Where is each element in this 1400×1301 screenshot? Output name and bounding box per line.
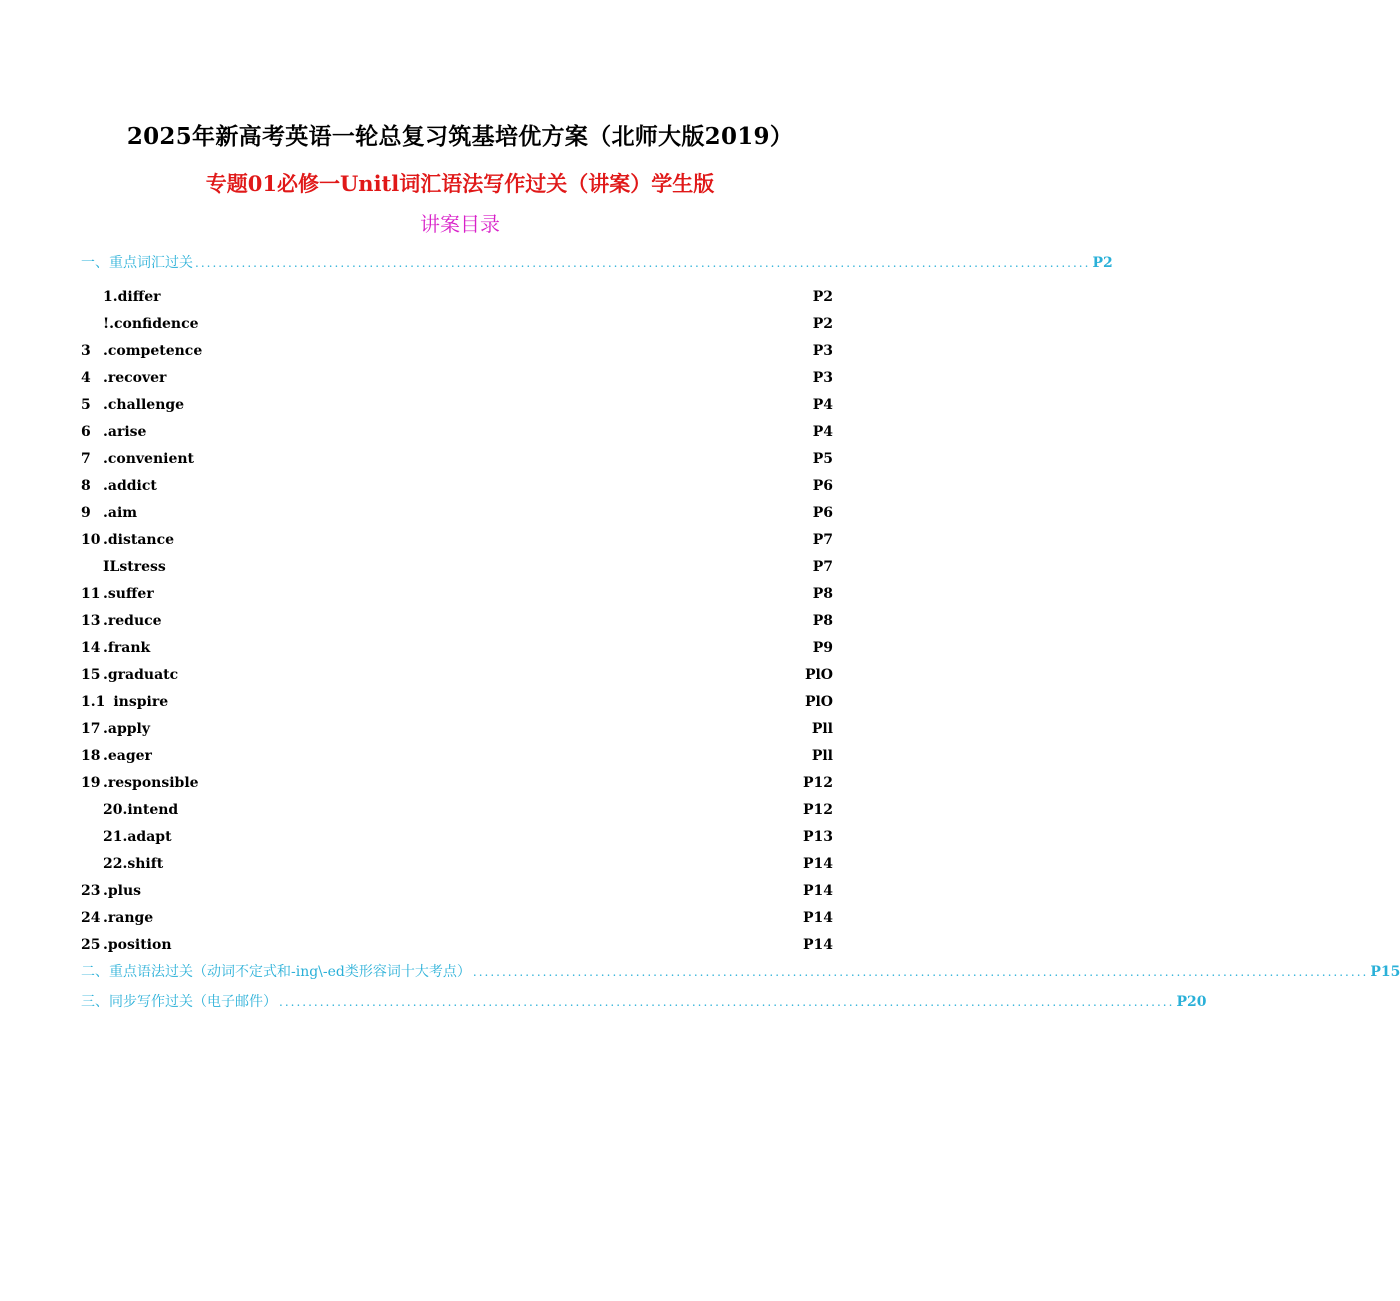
- entry-number: 14: [81, 639, 101, 656]
- toc-entry[interactable]: [81, 418, 833, 445]
- toc-entry[interactable]: [81, 391, 833, 418]
- entry-page: Pll: [811, 720, 833, 737]
- entry-word: .range: [103, 909, 154, 926]
- entry-page: PlO: [804, 666, 833, 683]
- entry-word: .position: [103, 936, 172, 953]
- document-title: 2025年新高考英语一轮总复习筑基培优方案（北师大版2019）: [126, 123, 794, 150]
- entry-page: P13: [802, 828, 833, 845]
- entry-word: .convenient: [103, 450, 195, 467]
- toc-entry[interactable]: [81, 364, 833, 391]
- entry-number: 23: [81, 882, 101, 899]
- entry-word: .recover: [103, 369, 167, 386]
- entry-word: ILstress: [103, 558, 166, 575]
- entry-word: 20.intend: [103, 801, 179, 818]
- toc-entry[interactable]: [81, 742, 833, 769]
- toc-section-vocabulary[interactable]: [81, 252, 1113, 272]
- entry-number: 9: [81, 504, 91, 521]
- toc-entry[interactable]: [81, 472, 833, 499]
- toc-section-page: P2: [1092, 255, 1113, 271]
- toc-entry[interactable]: [81, 337, 833, 364]
- entry-number: 25: [81, 936, 101, 953]
- entry-page: P4: [812, 396, 833, 413]
- entry-page: P3: [812, 342, 833, 359]
- toc-entry-list: [81, 283, 833, 958]
- entry-word: .graduatc: [103, 666, 179, 683]
- toc-entry[interactable]: [81, 445, 833, 472]
- entry-page: P14: [802, 882, 833, 899]
- entry-page: P2: [812, 315, 833, 332]
- entry-page: P2: [812, 288, 833, 305]
- entry-word: inspire: [113, 693, 169, 710]
- entry-word: !.confidence: [103, 315, 199, 332]
- entry-word: 22.shift: [103, 855, 164, 872]
- toc-entry[interactable]: [81, 283, 833, 310]
- entry-word: .aim: [103, 504, 138, 521]
- toc-entry[interactable]: [81, 904, 833, 931]
- toc-section-label: 一、重点词汇过关: [81, 255, 193, 271]
- toc-entry[interactable]: [81, 796, 833, 823]
- entry-number: 24: [81, 909, 101, 926]
- toc-entry[interactable]: [81, 661, 833, 688]
- toc-section-page: P20: [1176, 994, 1207, 1010]
- entry-word: .distance: [103, 531, 175, 548]
- entry-page: P9: [812, 639, 833, 656]
- toc-section-writing[interactable]: [81, 991, 1207, 1011]
- entry-page: P6: [812, 477, 833, 494]
- entry-word: .competence: [103, 342, 203, 359]
- toc-section-grammar[interactable]: [81, 961, 1400, 981]
- toc-entry[interactable]: [81, 715, 833, 742]
- entry-page: PlO: [804, 693, 833, 710]
- toc-entry[interactable]: [81, 850, 833, 877]
- toc-leader-dots: ..........................................................................................................................................................: [195, 256, 1091, 270]
- toc-entry[interactable]: [81, 499, 833, 526]
- toc-entry[interactable]: [81, 634, 833, 661]
- entry-page: P8: [812, 585, 833, 602]
- toc-entry[interactable]: [81, 823, 833, 850]
- entry-page: P12: [802, 801, 833, 818]
- entry-number: 3: [81, 342, 91, 359]
- toc-section-label: 二、重点语法过关（动词不定式和-ing\-ed类形容词十大考点）: [81, 964, 471, 980]
- toc-entry[interactable]: [81, 769, 833, 796]
- toc-entry[interactable]: [81, 877, 833, 904]
- toc-entry[interactable]: [81, 688, 833, 715]
- entry-number: 4: [81, 369, 91, 386]
- toc-entry[interactable]: [81, 931, 833, 958]
- entry-page: P14: [802, 936, 833, 953]
- toc-entry[interactable]: [81, 607, 833, 634]
- entry-word: .apply: [103, 720, 150, 737]
- entry-number: 8: [81, 477, 91, 494]
- entry-word: .suffer: [103, 585, 154, 602]
- toc-entry[interactable]: [81, 580, 833, 607]
- entry-number: 10: [81, 531, 101, 548]
- entry-page: P14: [802, 855, 833, 872]
- entry-number: 7: [81, 450, 91, 467]
- entry-word: .eager: [103, 747, 152, 764]
- document-subtitle: 专题01必修一Unitl词汇语法写作过关（讲案）学生版: [205, 171, 715, 196]
- entry-page: P4: [812, 423, 833, 440]
- toc-leader-dots: ..........................................................................................................................................................: [472, 965, 1369, 979]
- entry-number: 19: [81, 774, 101, 791]
- entry-number: 1.1: [81, 693, 106, 710]
- entry-number: 6: [81, 423, 91, 440]
- toc-leader-dots: ..........................................................................................................................................................: [279, 995, 1175, 1009]
- entry-word: 21.adapt: [103, 828, 172, 845]
- toc-entry[interactable]: [81, 526, 833, 553]
- entry-word: 1.differ: [103, 288, 161, 305]
- entry-page: P8: [812, 612, 833, 629]
- entry-word: .frank: [103, 639, 151, 656]
- entry-number: 15: [81, 666, 101, 683]
- entry-page: P14: [802, 909, 833, 926]
- entry-page: P6: [812, 504, 833, 521]
- toc-entry[interactable]: [81, 553, 833, 580]
- toc-section-page: P15: [1370, 964, 1400, 980]
- entry-page: P7: [812, 558, 833, 575]
- entry-word: .addict: [103, 477, 157, 494]
- entry-page: P7: [812, 531, 833, 548]
- entry-number: 5: [81, 396, 91, 413]
- entry-number: 17: [81, 720, 101, 737]
- toc-section-label: 三、同步写作过关（电子邮件）: [81, 994, 277, 1010]
- entry-word: .responsible: [103, 774, 199, 791]
- entry-number: 18: [81, 747, 101, 764]
- entry-page: P5: [812, 450, 833, 467]
- entry-word: .plus: [103, 882, 142, 899]
- entry-page: P3: [812, 369, 833, 386]
- entry-page: Pll: [811, 747, 833, 764]
- entry-word: .reduce: [103, 612, 162, 629]
- entry-page: P12: [802, 774, 833, 791]
- toc-heading: 讲案目录: [420, 212, 500, 236]
- toc-entry[interactable]: [81, 310, 833, 337]
- entry-word: .challenge: [103, 396, 185, 413]
- entry-number: 11: [81, 585, 101, 602]
- entry-number: 13: [81, 612, 101, 629]
- entry-word: .arise: [103, 423, 147, 440]
